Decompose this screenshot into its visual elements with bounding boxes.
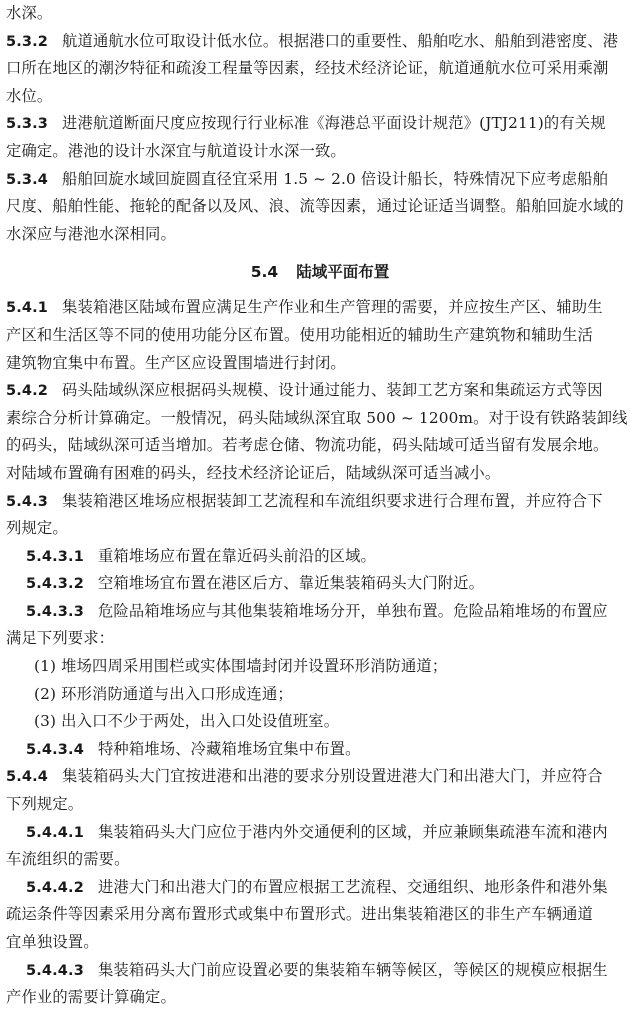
clause-text: 水深应与港池水深相同。 bbox=[6, 224, 176, 243]
text-line bbox=[6, 166, 634, 194]
clause-number: 5.4.4 bbox=[6, 769, 49, 786]
clause-number: 5.4.3.3 bbox=[26, 603, 84, 620]
clause-number: 5.4.4.1 bbox=[26, 824, 84, 841]
text-line bbox=[6, 653, 634, 681]
clause-number: 5.4.4.3 bbox=[26, 962, 84, 979]
subclause bbox=[6, 570, 634, 598]
clause-number: 5.3.2 bbox=[6, 33, 49, 50]
clause-text: 定确定。港池的设计水深宜与航道设计水深一致。 bbox=[6, 141, 346, 160]
clause-text: (1) 堆场四周采用围栏或实体围墙封闭并设置环形消防通道； bbox=[34, 657, 448, 676]
subclause bbox=[6, 543, 634, 571]
text-line bbox=[6, 193, 634, 221]
text-line bbox=[6, 221, 634, 249]
list-item bbox=[6, 653, 634, 681]
clause-text: 建筑物宜集中布置。生产区应设置围墙进行封闭。 bbox=[6, 353, 346, 372]
clause-text: 船舶回旋水域回旋圆直径宜采用 1.5 ~ 2.0 倍设计船长，特殊情况下应考虑船舶 bbox=[62, 169, 609, 188]
clause-text: 疏运条件等因素采用分离布置形式或集中布置形式。进出集装箱港区的非生产车辆通道 bbox=[6, 905, 593, 924]
text-line bbox=[6, 846, 634, 874]
text-line bbox=[6, 0, 634, 28]
text-line bbox=[6, 598, 634, 626]
clause-text: 下列规定。 bbox=[6, 795, 84, 814]
subclause bbox=[6, 736, 634, 764]
clause-text: 产作业的需要计算确定。 bbox=[6, 988, 176, 1007]
subclause bbox=[6, 819, 634, 874]
text-line bbox=[6, 460, 634, 488]
text-line bbox=[6, 28, 634, 56]
clause-text: 素综合分析计算确定。一般情况，码头陆域纵深宜取 500 ~ 1200m。对于设有铁路装卸线 bbox=[6, 408, 628, 427]
subclause bbox=[6, 874, 634, 957]
clause-text: 特种箱堆场、冷藏箱堆场宜集中布置。 bbox=[97, 739, 361, 758]
text-line bbox=[6, 957, 634, 985]
clause-text: 进港大门和出港大门的布置应根据工艺流程、交通组织、地形条件和港外集 bbox=[97, 877, 608, 896]
text-line bbox=[6, 791, 634, 819]
clause-text: 对陆域布置确有困难的码头，经技术经济论证后，陆域纵深可适当减小。 bbox=[6, 463, 501, 482]
clause-text: 集装箱港区陆域布置应满足生产作业和生产管理的需要，并应按生产区、辅助生 bbox=[62, 298, 603, 317]
clause-text: 满足下列要求： bbox=[6, 629, 115, 648]
text-line bbox=[6, 55, 634, 83]
list-item bbox=[6, 708, 634, 736]
clause bbox=[6, 763, 634, 818]
text-line bbox=[6, 515, 634, 543]
text-line bbox=[6, 488, 634, 516]
text-line bbox=[6, 819, 634, 847]
clause-number: 5.4.3 bbox=[6, 493, 49, 510]
text-line bbox=[6, 929, 634, 957]
clause-text: 产区和生活区等不同的使用功能分区布置。使用功能相近的辅助生产建筑物和辅助生活 bbox=[6, 325, 593, 344]
list-item bbox=[6, 681, 634, 709]
clause-text: 进港航道断面尺度应按现行行业标准《海港总平面设计规范》(JTJ211)的有关规 bbox=[62, 114, 606, 133]
text-line bbox=[6, 901, 634, 929]
text-line bbox=[6, 377, 634, 405]
text-line bbox=[6, 110, 634, 138]
text-line bbox=[6, 736, 634, 764]
clause-text: 尺度、船舶性能、拖轮的配备以及风、浪、流等因素，通过论证适当调整。船舶回旋水域的 bbox=[6, 197, 624, 216]
clause-text: 车流组织的需要。 bbox=[6, 850, 130, 869]
clause-text: 的码头，陆域纵深可适当增加。若考虑仓储、物流功能，码头陆域可适当留有发展余地。 bbox=[6, 436, 609, 455]
clause-text: 水深。 bbox=[6, 4, 53, 22]
text-line bbox=[6, 625, 634, 653]
clause-text: 水位。 bbox=[6, 86, 53, 105]
text-line bbox=[6, 432, 634, 460]
text-line bbox=[6, 322, 634, 350]
section-number: 5.4 bbox=[250, 263, 279, 282]
text-line bbox=[6, 83, 634, 111]
text-line bbox=[6, 763, 634, 791]
clause-number: 5.3.4 bbox=[6, 171, 49, 188]
text-line bbox=[6, 138, 634, 166]
clause-text: 航道通航水位可取设计低水位。根据港口的重要性、船舶吃水、船舶到港密度、港 bbox=[62, 31, 619, 50]
clause-text: 码头陆域纵深应根据码头规模、设计通过能力、装卸工艺方案和集疏运方式等因 bbox=[62, 381, 603, 400]
clause-text: 集装箱码头大门前应设置必要的集装箱车辆等候区，等候区的规模应根据生 bbox=[97, 960, 608, 979]
clause bbox=[6, 488, 634, 543]
clause-text: 口所在地区的潮汐特征和疏浚工程量等因素，经技术经济论证，航道通航水位可采用乘潮 bbox=[6, 59, 609, 78]
section-title: 陆域平面布置 bbox=[296, 263, 390, 282]
text-line bbox=[6, 984, 634, 1012]
clause-text: 集装箱码头大门宜按进港和出港的要求分别设置进港大门和出港大门，并应符合 bbox=[62, 767, 603, 786]
clause-number: 5.4.2 bbox=[6, 383, 49, 400]
clause-number: 5.4.1 bbox=[6, 300, 49, 317]
clause bbox=[6, 294, 634, 377]
clause bbox=[6, 0, 634, 28]
text-line bbox=[6, 294, 634, 322]
clause-number: 5.4.3.2 bbox=[26, 576, 84, 593]
section-heading bbox=[6, 254, 634, 290]
clause-text: 重箱堆场应布置在靠近码头前沿的区域。 bbox=[97, 546, 376, 565]
text-line bbox=[6, 543, 634, 571]
clause-text: 空箱堆场宜布置在港区后方、靠近集装箱码头大门附近。 bbox=[97, 574, 485, 593]
clause-text: 集装箱港区堆场应根据装卸工艺流程和车流组织要求进行合理布置，并应符合下 bbox=[62, 491, 603, 510]
subclause bbox=[6, 598, 634, 653]
text-line bbox=[6, 405, 634, 433]
clause-text: 集装箱码头大门应位于港内外交通便利的区域，并应兼顾集疏港车流和港内 bbox=[97, 822, 608, 841]
text-line bbox=[6, 570, 634, 598]
text-line bbox=[6, 874, 634, 902]
clause bbox=[6, 166, 634, 249]
clause-text: 宜单独设置。 bbox=[6, 933, 99, 951]
text-line bbox=[6, 681, 634, 709]
clause-text: 危险品箱堆场应与其他集装箱堆场分开，单独布置。危险品箱堆场的布置应 bbox=[97, 601, 608, 620]
clause-number: 5.3.3 bbox=[6, 116, 49, 133]
clause-text: (2) 环形消防通道与出入口形成连通； bbox=[34, 684, 293, 703]
text-line bbox=[6, 350, 634, 378]
clause bbox=[6, 377, 634, 487]
clause-number: 5.4.4.2 bbox=[26, 879, 84, 896]
clause bbox=[6, 28, 634, 111]
text-line bbox=[6, 708, 634, 736]
subclause bbox=[6, 957, 634, 1012]
clause-text: (3) 出入口不少于两处，出入口处设值班室。 bbox=[34, 712, 340, 731]
clause-number: 5.4.3.1 bbox=[26, 548, 84, 565]
clause-text: 列规定。 bbox=[6, 519, 68, 538]
clause-number: 5.4.3.4 bbox=[26, 741, 84, 758]
clause bbox=[6, 110, 634, 165]
document-page bbox=[6, 0, 634, 1012]
